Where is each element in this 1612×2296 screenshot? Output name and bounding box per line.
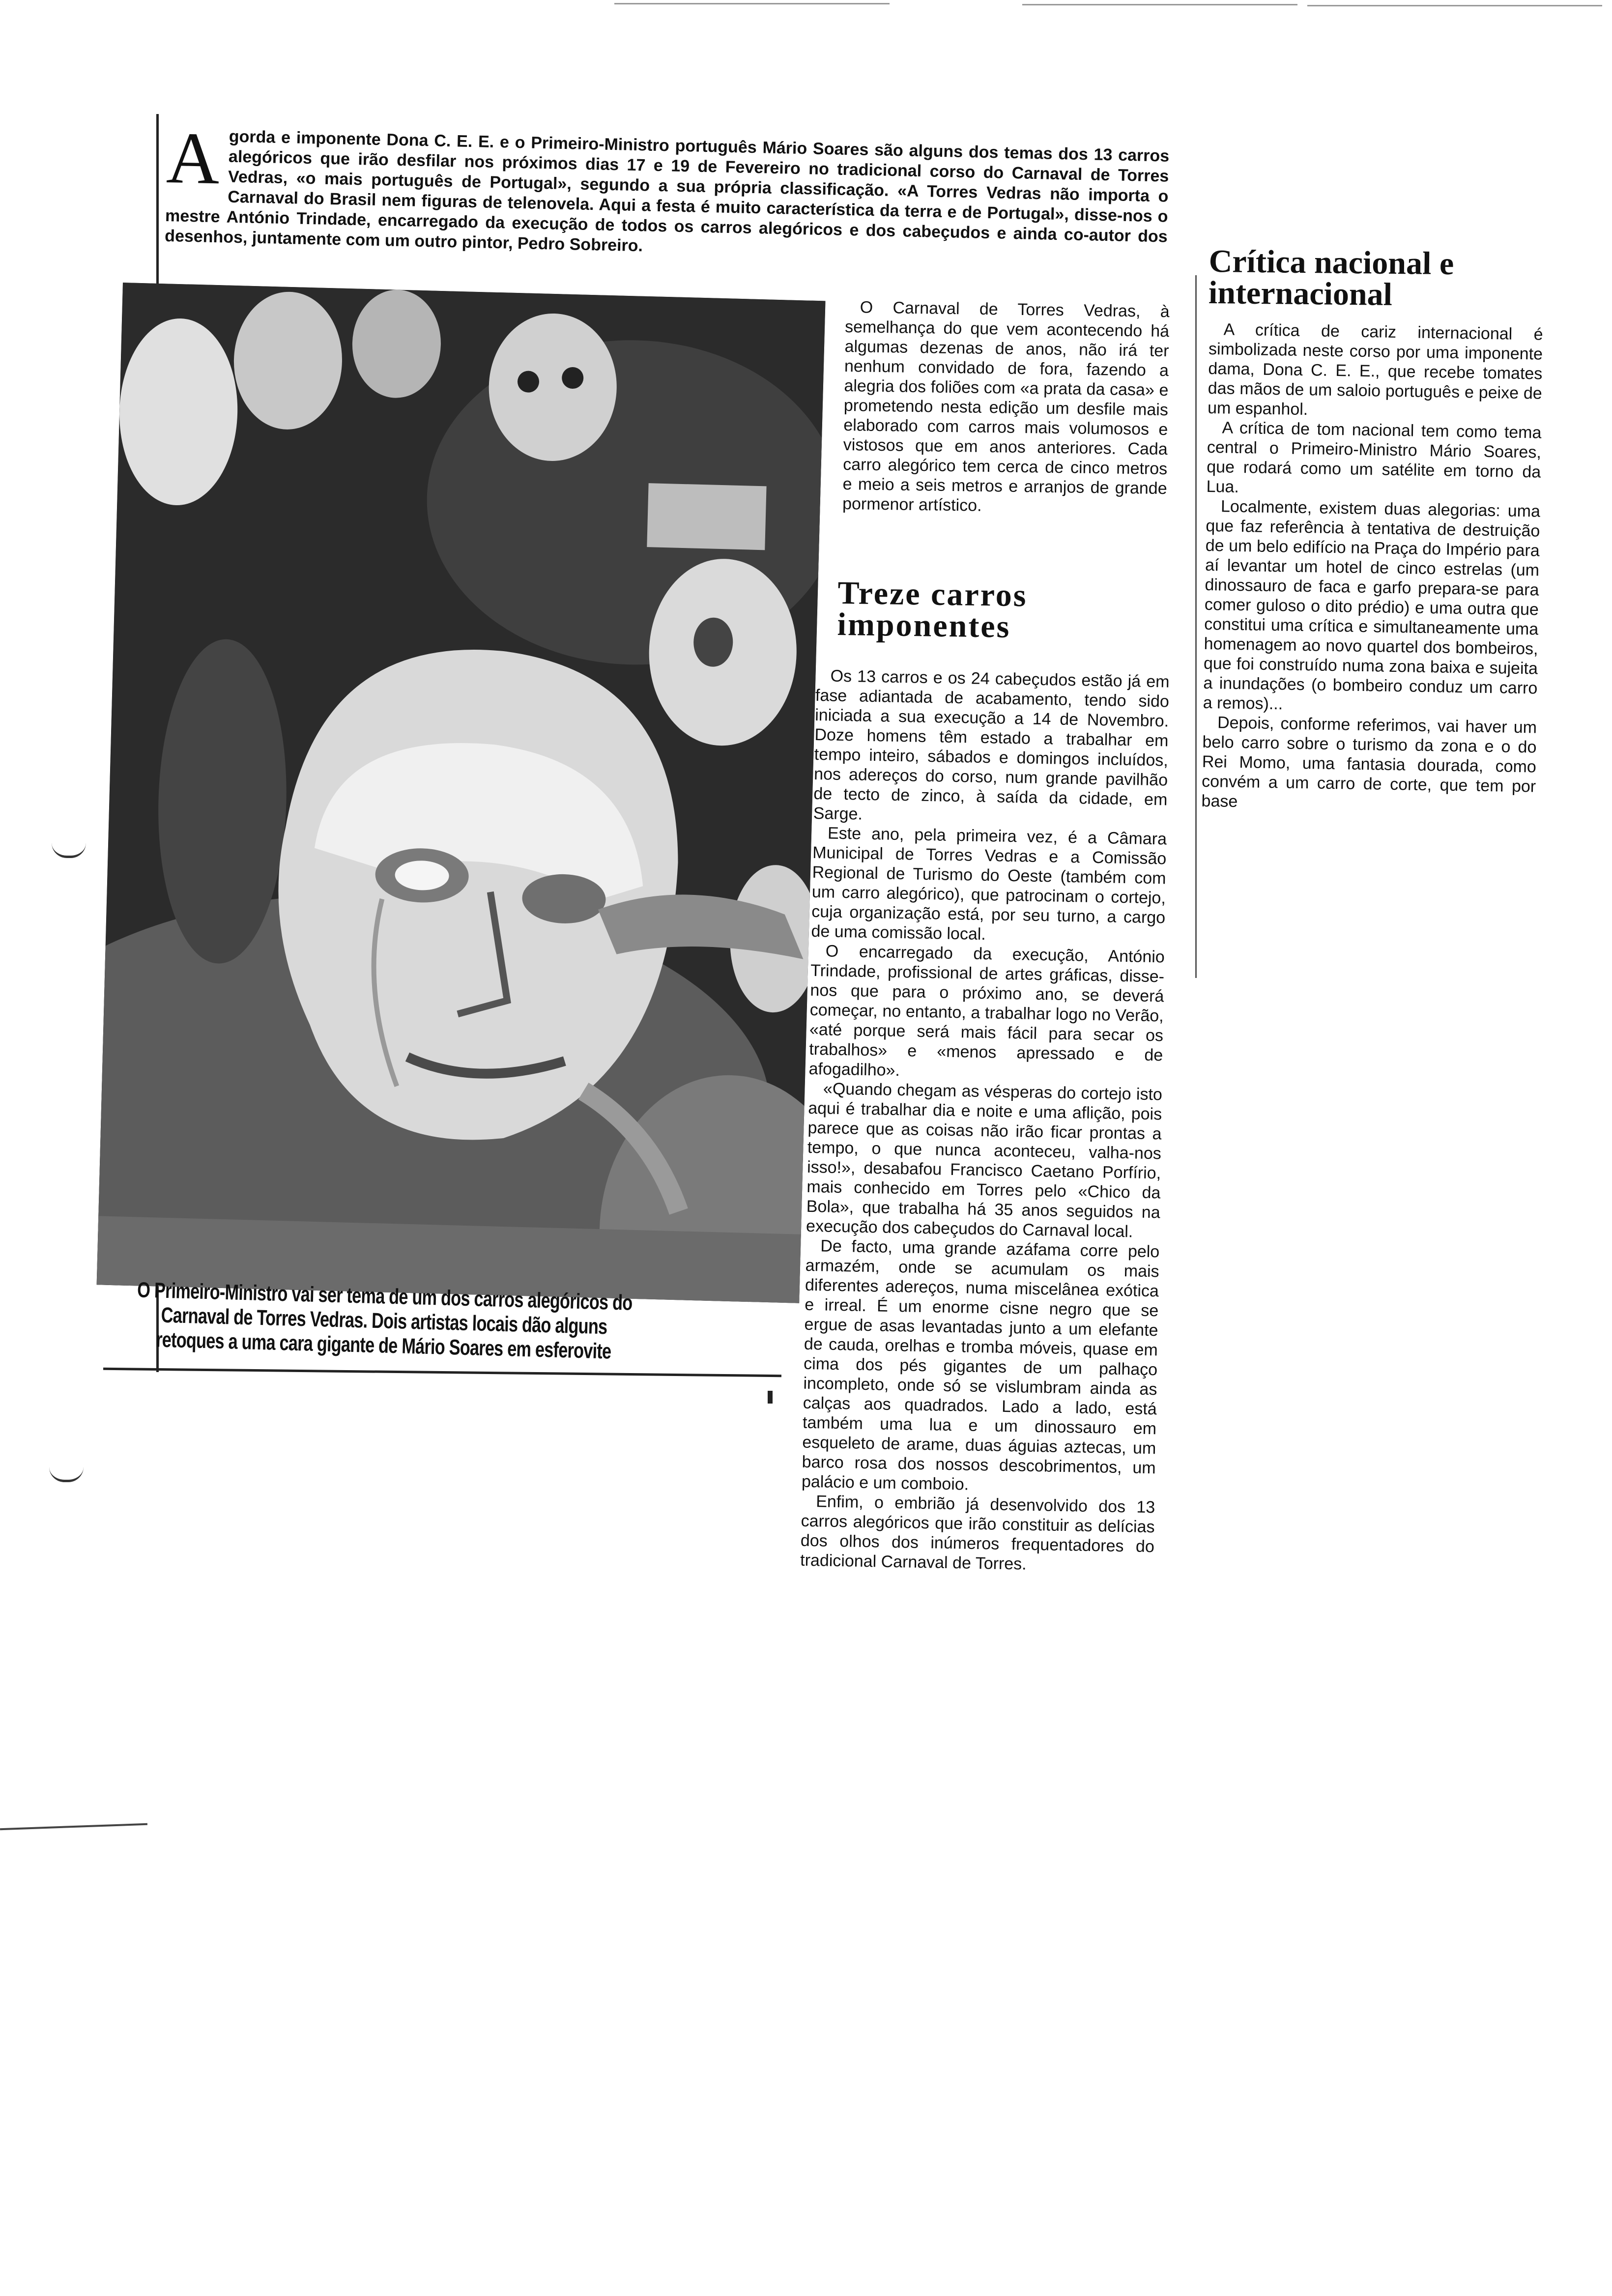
- treze-paragraph: De facto, uma grande azáfama corre pelo armazém, onde se acumulam os mais diferentes adereços, numa miscelânea exótica e irreal. É um enorme cisne negro que se ergue de asas levantadas junto a um elefante de cauda, orelhas e tromba móveis, quase em cima dos pés gigantes de um palhaço incompleto, onde só se vislumbram ainda as calças aos quadrados. Lado a lado, está também uma lua e um dinossauro em esqueleto de arame, duas águias aztecas, um barco rosa dos nossos descobrimentos, um palácio e um comboio.: [801, 1236, 1160, 1494]
- headline-critica: Crítica nacional e internacional: [1208, 243, 1454, 313]
- column-divider: [1195, 275, 1197, 978]
- scan-artifact-mark-1: [52, 843, 86, 858]
- scan-artifact-top-3: [1307, 5, 1602, 6]
- treze-paragraph: Os 13 carros e os 24 cabeçudos estão já em fase adiantada de acabamento, tendo sido iniciada a sua execução a 14 de Novembro. Doze homens têm estado a trabalhar em tempo inteiro, sábados e domingos incluídos, nos adereços do corso, num grande pavilhão de tecto de zinco, à saída da cidade, em Sarge.: [813, 666, 1170, 824]
- news-photo: [97, 283, 826, 1303]
- headline-treze: Treze carros imponentes: [837, 575, 1028, 645]
- column-critica: [1201, 319, 1543, 816]
- scan-artifact-bottom-left: [0, 1823, 147, 1830]
- critica-paragraph: A crítica de tom nacional tem como tema central o Primeiro-Ministro Mário Soares, que rodará como um satélite em torno da Lua.: [1206, 418, 1542, 496]
- caption-rule: [103, 1368, 781, 1377]
- intro-paragraph: O Carnaval de Torres Vedras, à semelhança do que vem acontecendo há algumas dezenas de anos, não irá ter nenhum convidado de fora, fazendo a alegria dos foliões com «a prata da casa» e prometendo nesta edição um desfile mais elaborado com carros mais volumosos e vistosos que em anos anteriores. Cada carro alegórico tem cerca de cinco metros e meio a seis metros e arranjos de grande pormenor artístico.: [842, 298, 1170, 515]
- lead-dropcap: A: [165, 117, 221, 200]
- lead-paragraph: [164, 117, 1170, 267]
- treze-paragraph: Enfim, o embrião já desenvolvido dos 13 carros alegóricos que irão constituir as delícias dos olhos dos inúmeros frequentadores do tradicional Carnaval de Torres.: [800, 1492, 1155, 1574]
- scan-artifact-top-1: [614, 3, 890, 4]
- critica-paragraph: Localmente, existem duas alegorias: uma que faz referência à tentativa de destruição de um belo edifício na Praça do Império para aí levantar um hotel de cinco estrelas (um dinossauro de faca e garfo prepara-se para comer guloso o dito prédio) e uma outra que constitui uma crítica e simultaneamente uma homenagem ao novo quartel dos bombeiros, que foi construído numa zona baixa e sujeita a inundações (o bombeiro conduz um carro a remos)...: [1203, 497, 1541, 714]
- treze-paragraph: O encarregado da execução, António Trindade, profissional de artes gráficas, disse-nos que para o próximo ano, se deverá começar, no entanto, a trabalhar logo no Verão, «até porque será mais fácil para secar os trabalhos» e «menos apressado e de afogadilho».: [808, 942, 1165, 1080]
- column-intro: [842, 297, 1170, 518]
- scan-artifact-top-2: [1022, 4, 1297, 5]
- column-treze: [800, 666, 1170, 1576]
- treze-paragraph: «Quando chegam as vésperas do cortejo isto aqui é trabalhar dia e noite e uma aflição, pois parece que as coisas não irão ficar prontas a tempo, o que nunca aconteceu, valha-nos isso!», desabafou Francisco Caetano Porfírio, mais conhecido em Torres pelo «Chico da Bola», que trabalha há 35 anos seguidos na execução dos cabeçudos do Carnaval local.: [806, 1079, 1163, 1241]
- lead-text: gorda e imponente Dona C. E. E. e o Primeiro-Ministro português Mário Soares são alguns dos temas dos 13 carros alegóricos que irão desfilar nos próximos dias 17 e 19 de Fevereiro no tradicional corso do Carnaval de Torres Vedras, «o mais português de Portugal», segundo a sua própria classificação. «A Torres Vedras não importa o Carnaval do Brasil nem figuras de telenovela. Aqui a festa é muito característica da terra e de Portugal», disse-nos o mestre António Trindade, encarregado da execução de todos os carros alegóricos e dos cabeçudos e ainda co-autor dos desenhos, juntamente com um outro pintor, Pedro Sobreiro.: [164, 127, 1170, 256]
- treze-paragraph: Este ano, pela primeira vez, é a Câmara Municipal de Torres Vedras e a Comissão Regional de Turismo do Oeste (também com um carro alegórico), que patrocinam o cortejo, cuja organização está, por seu turno, a cargo de uma comissão local.: [811, 824, 1167, 944]
- bullet-mark: [768, 1391, 773, 1404]
- critica-paragraph: A crítica de cariz internacional é simbolizada neste corso por uma imponente dama, Dona C. E. E., que recebe tomates das mãos de um saloio português e peixe de um espanhol.: [1207, 320, 1543, 419]
- photo-illustration: [97, 283, 826, 1303]
- critica-paragraph: Depois, conforme referimos, vai haver um belo carro sobre o turismo da zona e o do Rei Momo, uma fantasia dourada, como convém a um carro de corte, que tem por base: [1201, 713, 1537, 811]
- photo-caption: O Primeiro-Ministro vai ser tema de um dos carros alegóricos do Carnaval de Torres Vedras. Dois artistas locais dão alguns retoques a uma cara gigante de Mário Soares em esferovite: [137, 1278, 633, 1364]
- scan-artifact-mark-2: [49, 1467, 84, 1482]
